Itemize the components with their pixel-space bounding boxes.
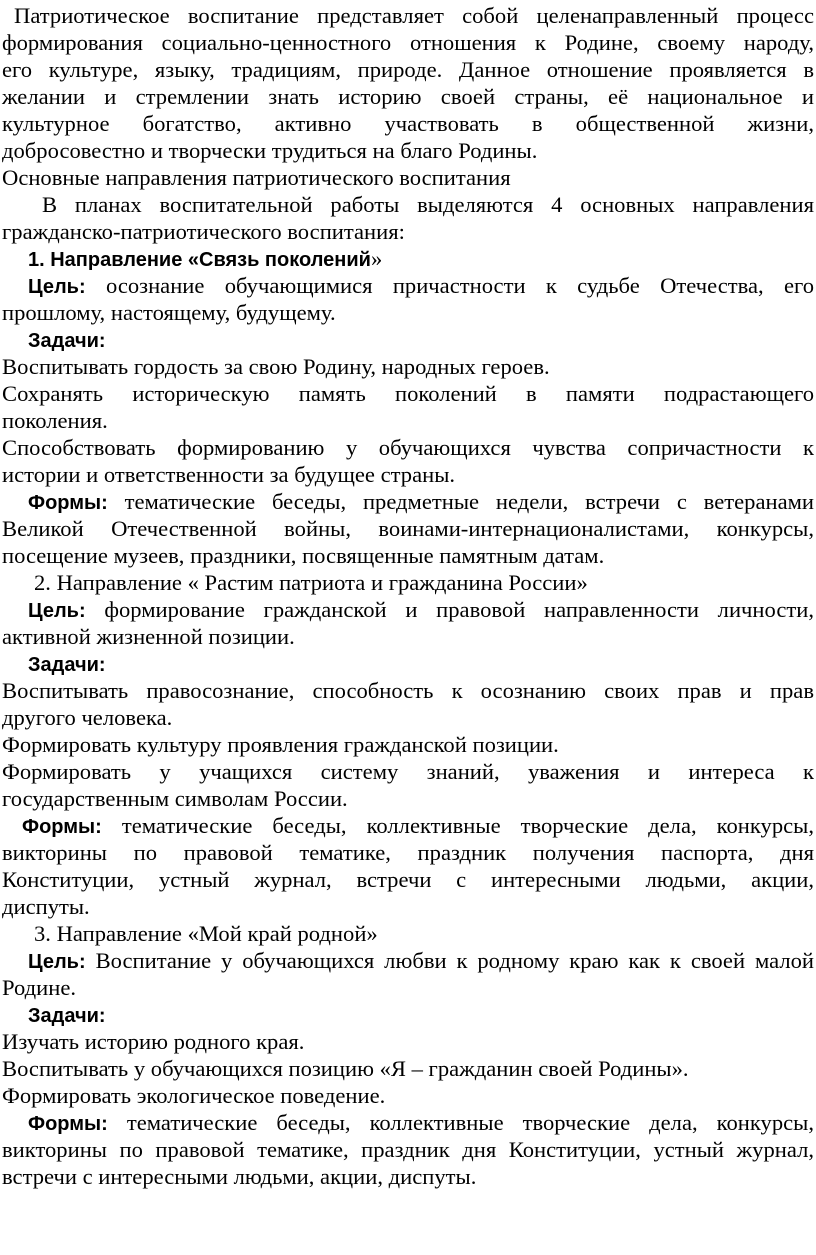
intro-line-4: желании и стремлении знать историю своей страны, её национальное и xyxy=(2,84,814,109)
direction-1-task-1: Воспитывать гордость за свою Родину, народных героев. xyxy=(2,354,550,379)
direction-1-title xyxy=(2,245,814,272)
document-page xyxy=(2,2,814,1190)
intro-line-2: формирования социально-ценностного отношения к Родине, своему народу, xyxy=(2,30,814,55)
plan-line-2: гражданско-патриотического воспитания: xyxy=(2,219,405,244)
direction-1-task-3-line-1: Способствовать формированию у обучающихся чувства сопричастности к xyxy=(2,435,814,460)
direction-1-task-2-line-1: Сохранять историческую память поколений в памяти подрастающего xyxy=(2,381,814,406)
direction-1-goal-text: осознание обучающимися причастности к судьбе Отечества, его xyxy=(105,273,814,298)
direction-1-tasks-label xyxy=(2,326,814,353)
plan-line-1: В планах воспитательной работы выделяются 4 основных направления xyxy=(42,192,814,217)
tasks-label: Задачи: xyxy=(28,1005,106,1027)
direction-1-forms-line-2: Великой Отечественной войны, воинами-интернационалистами, конкурсы, xyxy=(2,516,814,541)
main-heading: Основные направления патриотического воспитания xyxy=(2,165,511,190)
direction-3-task-3: Формировать экологическое поведение. xyxy=(2,1083,386,1108)
direction-2-forms-line-1 xyxy=(2,812,814,839)
direction-3-forms-line-1 xyxy=(2,1109,814,1136)
direction-1-forms-line-1 xyxy=(2,488,814,515)
direction-2-title: 2. Направление « Растим патриота и гражданина России» xyxy=(34,570,588,595)
direction-2-forms-line-2: викторины по правовой тематике, праздник получения паспорта, дня xyxy=(2,840,814,865)
direction-2-goal-text: формирование гражданской и правовой направленности личности, xyxy=(104,597,814,622)
direction-2-task-3-line-1: Формировать у учащихся систему знаний, уважения и интереса к xyxy=(2,759,814,784)
intro-line-3: его культуре, языку, традициям, природе. Данное отношение проявляется в xyxy=(2,57,814,82)
direction-3-goal-line-2: Родине. xyxy=(2,975,77,1000)
direction-2-forms-line-3: Конституции, устный журнал, встречи с интересными людьми, акции, xyxy=(2,867,814,892)
intro-line-5: культурное богатство, активно участвовать в общественной жизни, xyxy=(2,111,814,136)
intro-line-1: Патриотическое воспитание представляет собой целенаправленный процесс xyxy=(14,3,814,28)
goal-label: Цель: xyxy=(28,600,86,622)
direction-2-forms-text: тематические беседы, коллективные творческие дела, конкурсы, xyxy=(121,813,814,838)
direction-1-title-end: » xyxy=(370,246,383,271)
direction-2-task-3-line-2: государственным символам России. xyxy=(2,786,348,811)
forms-label: Формы: xyxy=(28,492,108,514)
direction-3-task-2: Воспитывать у обучающихся позицию «Я – гражданин своей Родины». xyxy=(2,1056,689,1081)
direction-1-task-2-line-2: поколения. xyxy=(2,408,108,433)
direction-3-forms-text: тематические беседы, коллективные творческие дела, конкурсы, xyxy=(126,1110,814,1135)
forms-label: Формы: xyxy=(22,816,102,838)
direction-3-goal-line-1 xyxy=(2,947,814,974)
direction-3-goal-text: Воспитание у обучающихся любви к родному краю как к своей малой xyxy=(95,948,814,973)
direction-1-forms-text: тематические беседы, предметные недели, встречи с ветеранами xyxy=(124,489,814,514)
direction-1-goal-line-2: прошлому, настоящему, будущему. xyxy=(2,300,336,325)
direction-3-task-1: Изучать историю родного края. xyxy=(2,1029,305,1054)
direction-1-goal-line-1 xyxy=(2,272,814,299)
direction-3-title: 3. Направление «Мой край родной» xyxy=(34,921,378,946)
direction-2-task-1-line-1: Воспитывать правосознание, способность к осознанию своих прав и прав xyxy=(2,678,814,703)
direction-3-forms-line-2: викторины по правовой тематике, праздник дня Конституции, устный журнал, xyxy=(2,1137,814,1162)
direction-1-task-3-line-2: истории и ответственности за будущее страны. xyxy=(2,462,456,487)
goal-label: Цель: xyxy=(28,276,86,298)
direction-3-forms-line-3: встречи с интересными людьми, акции, диспуты. xyxy=(2,1164,477,1189)
direction-2-tasks-label xyxy=(2,650,814,677)
direction-3-tasks-label xyxy=(2,1001,814,1028)
tasks-label: Задачи: xyxy=(28,330,106,352)
forms-label: Формы: xyxy=(28,1113,108,1135)
tasks-label: Задачи: xyxy=(28,654,106,676)
direction-2-goal-line-1 xyxy=(2,596,814,623)
direction-1-forms-line-3: посещение музеев, праздники, посвященные памятным датам. xyxy=(2,543,605,568)
intro-line-6: добросовестно и творчески трудиться на благо Родины. xyxy=(2,138,538,163)
direction-1-title-text: 1. Направление «Связь поколений xyxy=(28,249,371,271)
direction-2-goal-line-2: активной жизненной позиции. xyxy=(2,624,295,649)
direction-2-forms-line-4: диспуты. xyxy=(2,894,90,919)
direction-2-task-1-line-2: другого человека. xyxy=(2,705,173,730)
goal-label: Цель: xyxy=(28,951,86,973)
direction-2-task-2: Формировать культуру проявления гражданской позиции. xyxy=(2,732,559,757)
